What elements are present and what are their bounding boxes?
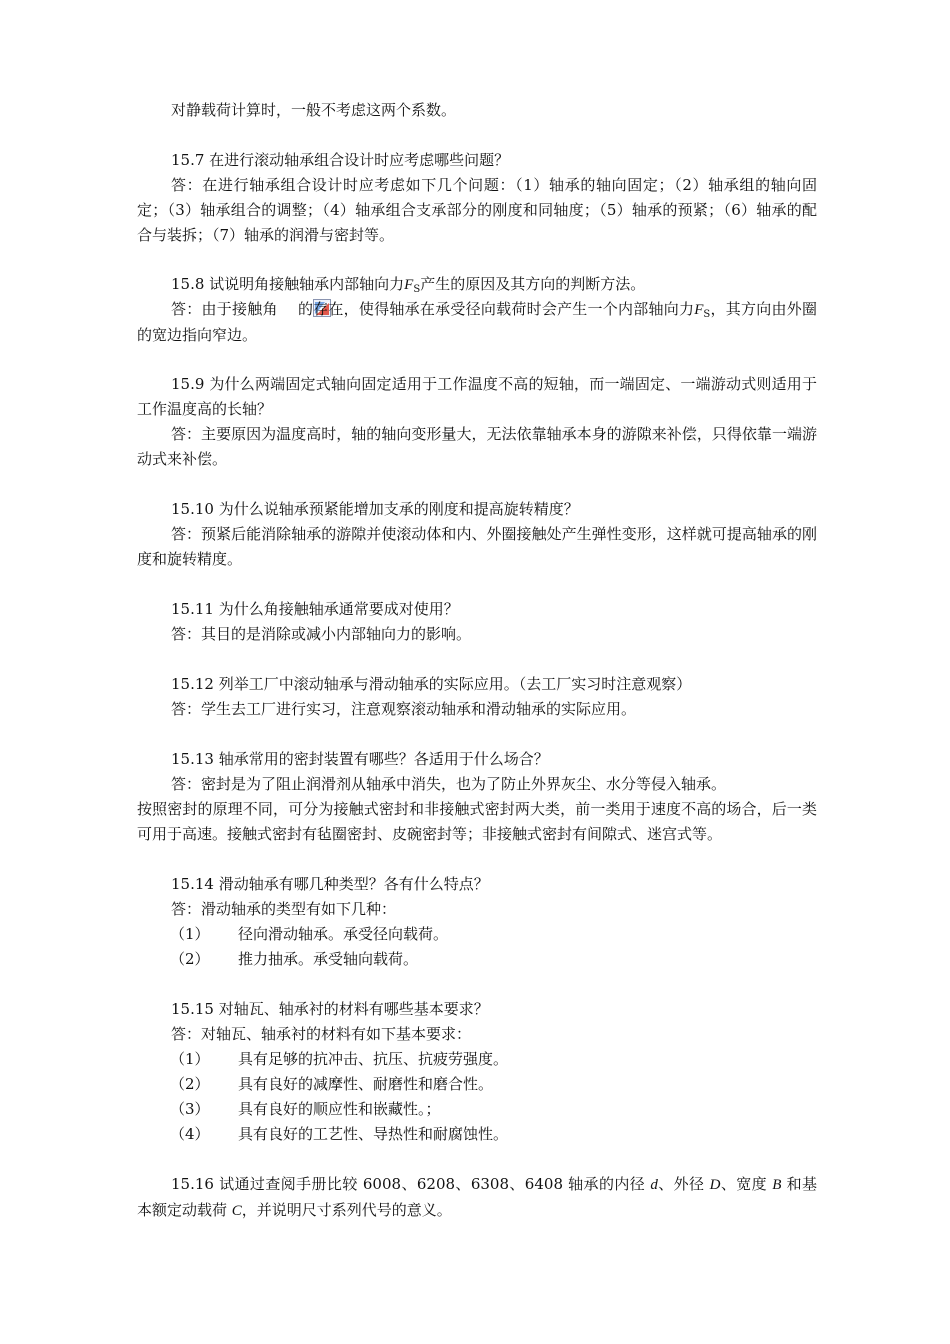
answer-15-9: 答：主要原因为温度高时，轴的轴向变形量大，无法依靠轴承本身的游隙来补偿，只得依靠一端游动式来补偿。 [137,425,817,468]
list-item-text: 具有良好的减摩性、耐磨性和磨合性。 [238,1075,494,1093]
question-15-16 [137,1172,817,1224]
list-item [170,1072,493,1097]
question-15-9: 15.9 为什么两端固定式轴向固定适用于工作温度不高的短轴，而一端固定、一端游动式则适用于工作温度高的长轴？ [137,375,817,418]
list-item-text: 径向滑动轴承。承受径向载荷。 [238,925,449,943]
question-15-16-text: 、宽度 [720,1175,773,1193]
list-item [170,947,418,972]
question-15-16-text: 和基本额定动载荷 [137,1175,817,1219]
variable-C: C [231,1203,242,1219]
answer-15-13-line1: 答：密封是为了阻止润滑剂从轴承中消失，也为了防止外界灰尘、水分等侵入轴承。 [171,775,727,793]
answer-15-12: 答：学生去工厂进行实习，注意观察滚动轴承和滑动轴承的实际应用。 [171,700,637,718]
question-15-8-text-end: 产生的原因及其方向的判断方法。 [420,275,646,293]
answer-15-8-text: 答：由于接触角 [171,300,278,318]
question-15-12: 15.12 列举工厂中滚动轴承与滑动轴承的实际应用。（去工厂实习时注意观察） [171,675,692,693]
broken-image-icon [279,299,297,317]
intro-paragraph: 对静载荷计算时，一般不考虑这两个系数。 [171,101,457,119]
list-item [170,1097,441,1122]
question-15-16-text: ，并说明尺寸系列代号的意义。 [241,1201,452,1219]
answer-15-10: 答：预紧后能消除轴承的游隙并使滚动体和内、外圈接触处产生弹性变形，这样就可提高轴承的刚度和旋转精度。 [137,525,817,568]
list-item [170,1122,508,1147]
answer-15-13-rest: 按照密封的原理不同，可分为接触式密封和非接触式密封两大类，前一类用于速度不高的场合，后一类可用于高速。接触式密封有毡圈密封、皮碗密封等；非接触式密封有间隙式、迷宫式等。 [137,800,817,843]
list-item-text: 具有良好的工艺性、导热性和耐腐蚀性。 [238,1125,509,1143]
list-item-number: （2） [170,1075,210,1093]
question-15-7: 15.7 在进行滚动轴承组合设计时应考虑哪些问题？ [171,151,510,169]
answer-15-8 [137,297,817,348]
variable-B: B [772,1177,782,1193]
question-15-15: 15.15 对轴瓦、轴承衬的材料有哪些基本要求？ [171,1000,489,1018]
variable-D: D [709,1177,721,1193]
list-item [170,922,448,947]
answer-15-8-text-end: ，其方向由外圈的宽边指向窄边。 [137,300,817,344]
question-15-8-text: 15.8 试说明角接触轴承内部轴向力 [171,275,405,293]
question-15-11: 15.11 为什么角接触轴承通常要成对使用？ [171,600,459,618]
answer-15-14: 答：滑动轴承的类型有如下几种： [171,900,397,918]
list-item-number: （4） [170,1125,210,1143]
question-15-14: 15.14 滑动轴承有哪几种类型？各有什么特点？ [171,875,489,893]
list-item-text: 推力抽承。承受轴向载荷。 [238,950,419,968]
question-15-16-text: 、外径 [657,1175,710,1193]
question-15-16-text: 15.16 试通过查阅手册比较 6008、6208、6308、6408 轴承的内径 [171,1175,651,1193]
answer-15-7: 答：在进行轴承组合设计时应考虑如下几个问题：（1）轴承的轴向固定；（2）轴承组的轴向固定；（3）轴承组合的调整；（4）轴承组合支承部分的刚度和同轴度；（5）轴承的预紧；（6）轴承的配合与装拆；（7）轴承的润滑与密封等。 [137,176,817,244]
list-item-number: （1） [170,925,210,943]
question-15-8 [137,272,817,298]
subscript-S: S [413,284,421,295]
list-item-number: （2） [170,950,210,968]
answer-15-8-text-mid: 的存在，使得轴承在承受径向载荷时会产生一个内部轴向力 [297,300,695,318]
answer-15-11: 答：其目的是消除或减小内部轴向力的影响。 [171,625,472,643]
answer-15-15: 答：对轴瓦、轴承衬的材料有如下基本要求： [171,1025,472,1043]
list-item-number: （3） [170,1100,210,1118]
question-15-13: 15.13 轴承常用的密封装置有哪些？各适用于什么场合？ [171,750,549,768]
list-item-text: 具有良好的顺应性和嵌藏性。； [238,1100,441,1118]
variable-d: d [650,1177,658,1193]
variable-F: F [404,277,414,293]
subscript-S: S [703,309,711,320]
list-item-text: 具有足够的抗冲击、抗压、抗疲劳强度。 [238,1050,509,1068]
list-item [170,1047,508,1072]
variable-F: F [694,302,704,318]
list-item-number: （1） [170,1050,210,1068]
question-15-10: 15.10 为什么说轴承预紧能增加支承的刚度和提高旋转精度？ [171,500,579,518]
